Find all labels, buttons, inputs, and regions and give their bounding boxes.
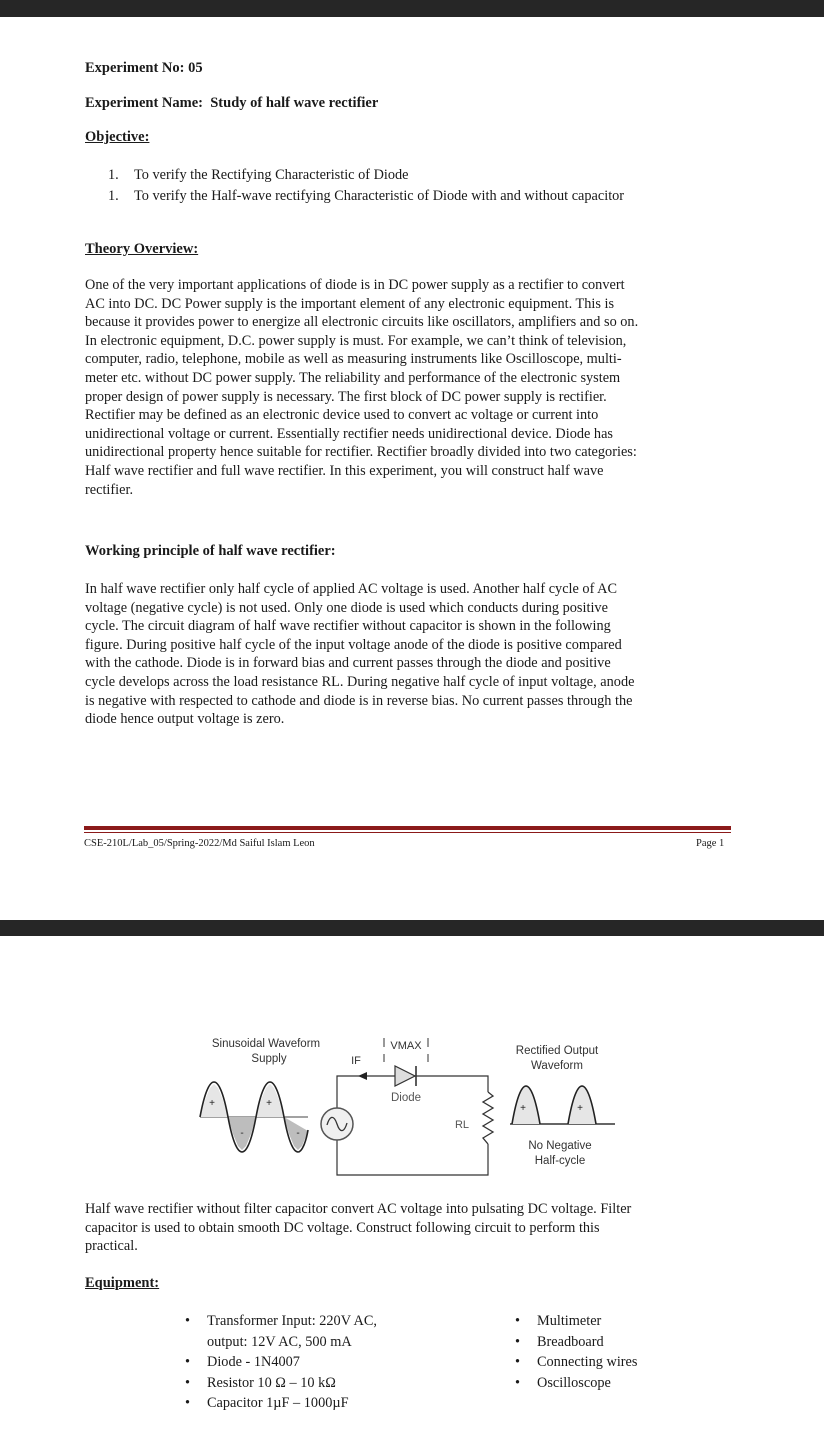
- half-wave-rectifier-diagram: [190, 1030, 630, 1180]
- supply-label: Sinusoidal Waveform: [211, 1038, 321, 1050]
- bottom-wire: [337, 1140, 488, 1175]
- objective-item: 1. To verify the Half-wave rectifying Characteristic of Diode with and without capacitor: [108, 188, 625, 204]
- footer-page-number: Page 1: [696, 838, 725, 849]
- plus-sign: +: [577, 1103, 583, 1114]
- output-label-2: Waveform: [531, 1060, 583, 1072]
- working-principle-paragraph: In half wave rectifier only half cycle of applied AC voltage is used. Another half cycle of AC voltage (negative cycle) is not used. Only one diode is used which conducts during positive cycle. The circuit diagram of half wave rectifier without capacitor is shown in the following figure. During positive half cycle of the input voltage anode of the diode is positive compared with the cathode. Diode is in forward bias and current passes through the diode and positive cycle develops across the load resistance RL. During negative half cycle of input voltage, anode is negative with respected to cathode and diode is in reverse bias. No current passes through the diode hence output voltage is zero.: [85, 581, 635, 728]
- objective-list: [108, 165, 624, 207]
- objective-item: 1. To verify the Rectifying Characteristic of Diode: [108, 167, 409, 183]
- minus-sign: -: [240, 1128, 244, 1139]
- list-item: • Breadboard: [515, 1333, 604, 1350]
- list-item: • Resistor 10 Ω – 10 kΩ: [185, 1374, 336, 1391]
- list-item: • Connecting wires: [515, 1354, 638, 1370]
- output-half-wave-1: [512, 1086, 540, 1124]
- load-resistor-icon: [483, 1092, 493, 1144]
- footer-rule-thick: [84, 826, 731, 830]
- plus-sign: +: [266, 1098, 272, 1109]
- page-separator-bar: [0, 920, 824, 936]
- current-arrow-icon: [358, 1072, 367, 1080]
- vmax-label: VMAX: [390, 1040, 422, 1052]
- diode-label: Diode: [390, 1092, 422, 1104]
- list-item: • Oscilloscope: [515, 1374, 611, 1391]
- objective-heading: Objective:: [85, 129, 150, 145]
- minus-sign: -: [296, 1128, 300, 1139]
- experiment-number: Experiment No: 05: [85, 60, 203, 76]
- diode-icon: [395, 1066, 415, 1086]
- load-resistor-label: RL: [454, 1119, 470, 1131]
- list-item: • Diode - 1N4007: [185, 1354, 300, 1370]
- footer-rule-thin: [84, 832, 731, 833]
- supply-label-2: Supply: [251, 1053, 287, 1065]
- working-principle-heading: Working principle of half wave rectifier:: [85, 543, 336, 559]
- list-item: • Transformer Input: 220V AC, output: 12V AC, 500 mA: [185, 1313, 377, 1350]
- filter-paragraph: Half wave rectifier without filter capacitor convert AC voltage into pulsating DC voltage. Filter capacitor is used to obtain smooth DC voltage. Construct following circuit to perform this practical.: [85, 1201, 632, 1255]
- no-negative-label-2: Half-cycle: [534, 1155, 586, 1167]
- plus-sign: +: [520, 1103, 526, 1114]
- no-negative-label: No Negative: [528, 1140, 592, 1152]
- list-item: • Multimeter: [515, 1313, 602, 1329]
- experiment-name: [85, 95, 378, 112]
- output-label: Rectified Output: [515, 1045, 599, 1057]
- equipment-list-right: [513, 1311, 713, 1393]
- experiment-name-label: Experiment Name:: [85, 95, 203, 111]
- footer-course-info: CSE-210L/Lab_05/Spring-2022/Md Saiful Islam Leon: [84, 838, 315, 849]
- list-item: • Capacitor 1µF – 1000µF: [185, 1395, 349, 1411]
- equipment-heading: Equipment:: [85, 1275, 160, 1291]
- equipment-continuation: output: 12V AC, 500 mA: [207, 1333, 352, 1350]
- equipment-list-left: [183, 1311, 443, 1414]
- experiment-name-value: Study of half wave rectifier: [210, 95, 379, 111]
- theory-heading: Theory Overview:: [85, 241, 199, 257]
- top-dark-bar: [0, 0, 824, 17]
- theory-paragraph: One of the very important applications of diode is in DC power supply as a rectifier to convert AC into DC. DC Power supply is the important element of any electronic equipment. This is because it provides power to energize all electronic circuits like oscillators, amplifiers and so on. In electronic equipment, D.C. power supply is must. For example, we can’t think of television, computer, radio, telephone, mobile as well as measuring instruments like Oscilloscope, multi- meter etc. without DC power supply. The reliability and performance of the electronic system proper design of power supply is necessary. The first block of DC power supply is rectifier. Rectifier may be defined as an electronic device used to convert ac voltage or current into unidirectional voltage or current. Essentially rectifier needs unidirectional device. Diode has unidirectional property hence suitable for rectifier. Rectifier broadly divided into two categories: Half wave rectifier and full wave rectifier. In this experiment, you will construct half wave rectifier.: [85, 277, 639, 498]
- plus-sign: +: [209, 1098, 215, 1109]
- current-label: IF: [351, 1055, 361, 1067]
